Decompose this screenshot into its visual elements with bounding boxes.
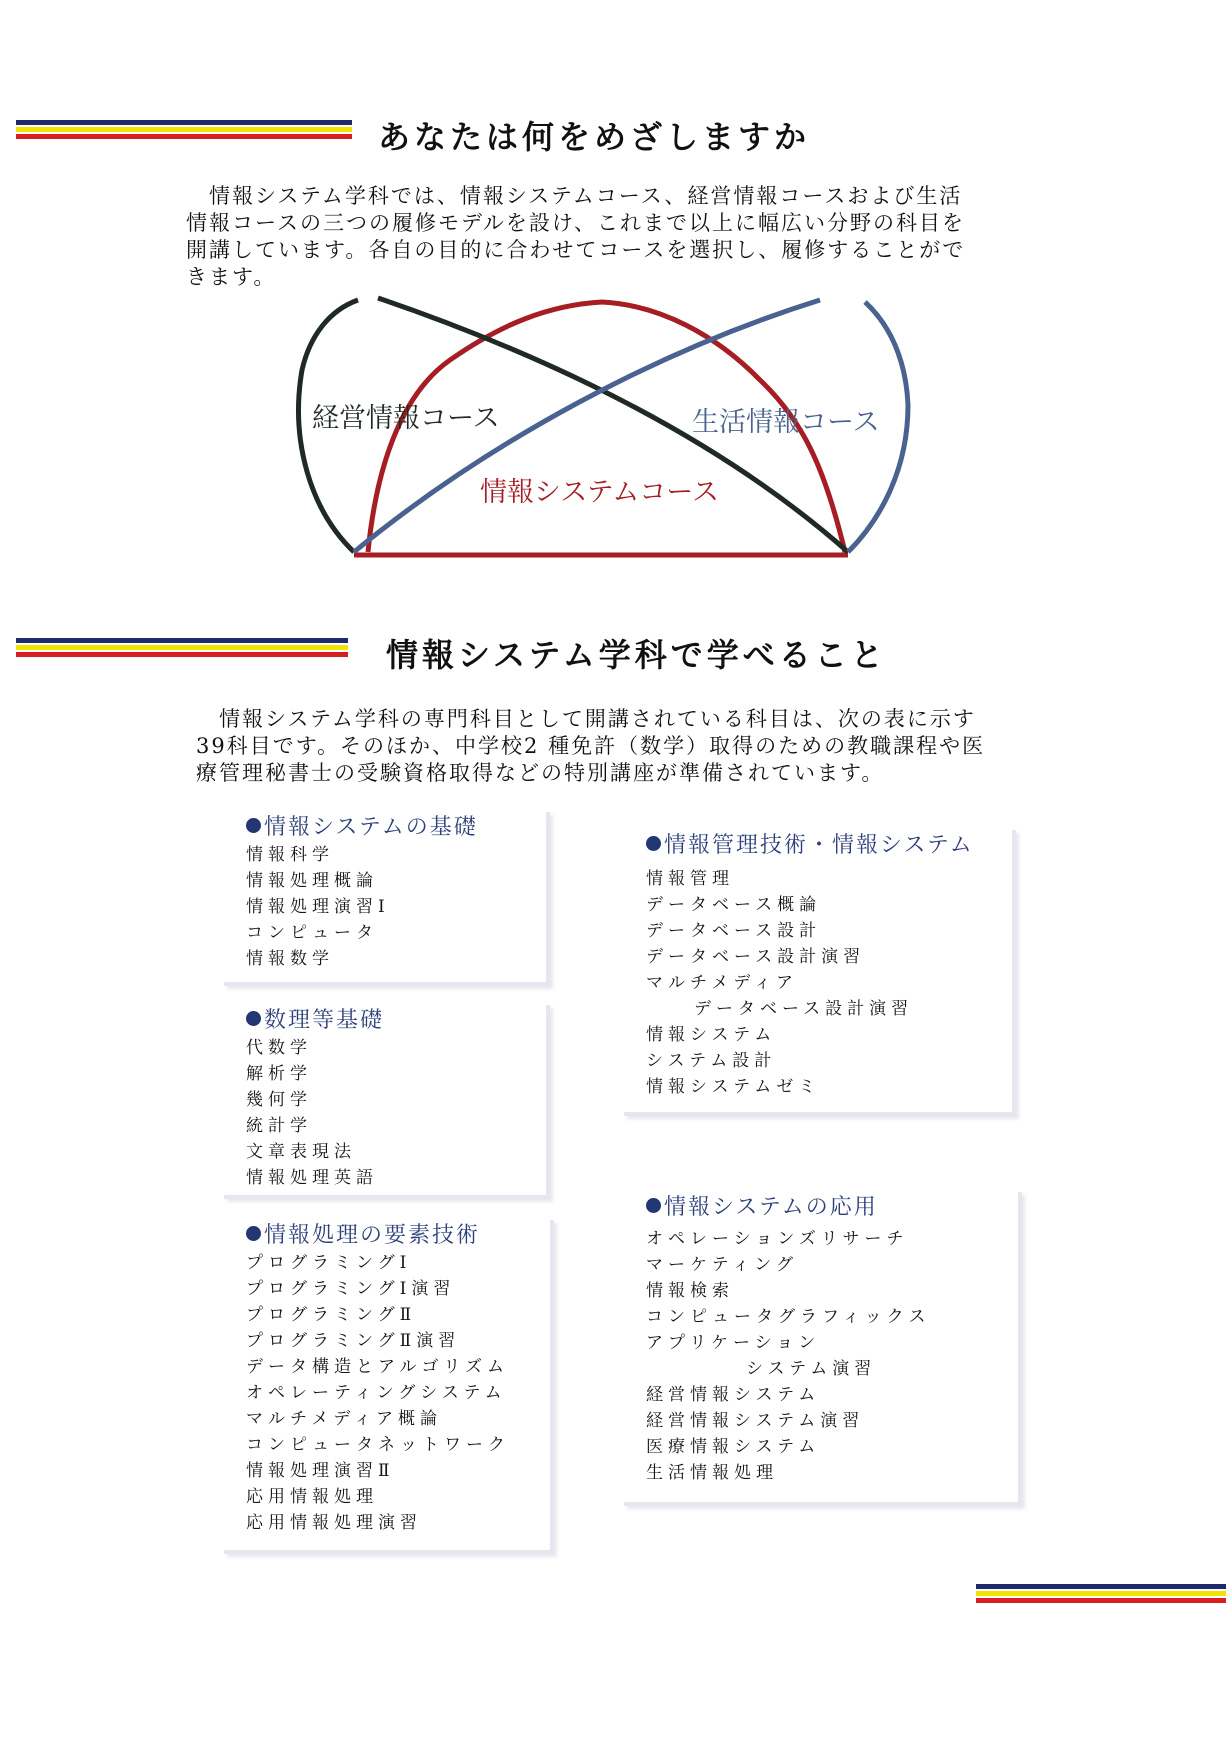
subject-item: 情報処理概論: [246, 871, 378, 891]
subject-item: コンピュータ: [246, 923, 378, 943]
box-title-text: 情報システムの応用: [664, 1195, 878, 1220]
subject-item: データ構造とアルゴリズム: [246, 1357, 509, 1377]
subject-list: [246, 1035, 378, 1191]
subject-item: 文章表現法: [246, 1142, 356, 1162]
paragraph-line: 開講しています。各自の目的に合わせてコースを選択し、履修することがで: [186, 238, 966, 262]
box-title: [646, 828, 974, 859]
paragraph-line: 39科目です。そのほか、中学校2 種免許（数学）取得のための教職課程や医: [196, 734, 986, 758]
subject-item: プログラミングⅡ: [246, 1305, 417, 1325]
box-title-text: 情報システムの基礎: [264, 815, 478, 840]
subject-item: アプリケーション: [646, 1333, 821, 1353]
subject-item: プログラミングⅠ: [246, 1253, 412, 1273]
bullet-dot-icon: [246, 818, 261, 833]
subject-item: 統計学: [246, 1116, 312, 1136]
subject-item: 経営情報システム: [646, 1385, 821, 1405]
subject-box-elements: [224, 1220, 554, 1554]
subject-item: 解析学: [246, 1064, 312, 1084]
subject-item: コンピュータネットワーク: [246, 1435, 510, 1455]
subject-item: 生活情報処理: [646, 1463, 778, 1483]
subject-item: コンピュータグラフィックス: [646, 1307, 931, 1327]
system-course-label: 情報システムコース: [480, 477, 719, 508]
subject-box-applications: [624, 1192, 1022, 1506]
subject-item: オペレーティングシステム: [246, 1383, 507, 1403]
subject-item: 応用情報処理: [246, 1487, 378, 1507]
subject-item: データベース設計演習: [646, 947, 866, 967]
subject-item: 情報数学: [246, 949, 334, 969]
subject-list: [246, 1250, 510, 1536]
subject-item: 代数学: [246, 1038, 312, 1058]
section2-paragraph: [196, 706, 1046, 787]
subject-item: プログラミングⅠ演習: [246, 1279, 456, 1299]
course-venn-diagram: [280, 290, 920, 580]
subject-item: 医療情報システム: [646, 1437, 821, 1457]
subject-item: マルチメディア: [646, 973, 798, 993]
subject-item: マルチメディア概論: [246, 1409, 442, 1429]
subject-list: [646, 1226, 930, 1486]
subject-item: システム演習: [746, 1359, 877, 1379]
subject-item: データベース設計演習: [694, 999, 914, 1019]
subject-item: 情報検索: [646, 1281, 734, 1301]
bullet-dot-icon: [246, 1011, 261, 1026]
subject-item: システム設計: [646, 1051, 777, 1071]
bullet-dot-icon: [246, 1226, 261, 1241]
box-title: [646, 1190, 878, 1221]
subject-item: オペレーションズリサーチ: [646, 1229, 909, 1249]
subject-list: [646, 866, 913, 1100]
section1-heading: あなたは何をめざしますか: [378, 118, 811, 156]
subject-item: 情報処理英語: [246, 1168, 378, 1188]
paragraph-line: 情報コースの三つの履修モデルを設け、これまで以上に幅広い分野の科目を: [186, 211, 966, 235]
subject-item: 情報システムゼミ: [646, 1077, 821, 1097]
subject-item: データベース概論: [646, 895, 822, 915]
box-title: [246, 1003, 384, 1034]
subject-item: 幾何学: [246, 1090, 312, 1110]
bullet-dot-icon: [646, 836, 661, 851]
life-course-label: 生活情報コース: [692, 407, 880, 438]
box-title-text: 情報管理技術・情報システム: [664, 833, 974, 858]
footer-stripe: [976, 1584, 1226, 1604]
subject-item: データベース設計: [646, 921, 822, 941]
subject-item: 情報管理: [646, 869, 734, 889]
subject-item: 情報科学: [246, 845, 334, 865]
subject-item: マーケティング: [646, 1255, 798, 1275]
subject-item: プログラミングⅡ演習: [246, 1331, 461, 1351]
subject-box-info-management: [624, 830, 1016, 1116]
paragraph-line: 療管理秘書士の受験資格取得などの特別講座が準備されています。: [196, 761, 885, 785]
management-course-label: 経営情報コース: [312, 403, 500, 434]
box-title: [246, 810, 478, 841]
subject-item: 応用情報処理演習: [246, 1513, 422, 1533]
header-stripe-1: [16, 120, 352, 140]
header-stripe-2: [16, 638, 348, 658]
box-title: [246, 1218, 480, 1249]
subject-item: 情報処理演習Ⅱ: [246, 1461, 395, 1481]
subject-list: [246, 842, 390, 972]
section2-heading: 情報システム学科で学べること: [386, 636, 887, 674]
box-title-text: 情報処理の要素技術: [264, 1223, 481, 1248]
box-title-text: 数理等基礎: [264, 1008, 385, 1033]
subject-item: 情報処理演習Ⅰ: [246, 897, 390, 917]
subject-item: 経営情報システム演習: [646, 1411, 865, 1431]
section1-paragraph: [186, 183, 1036, 291]
paragraph-line: 情報システム学科では、情報システムコース、経営情報コースおよび生活: [186, 184, 963, 208]
paragraph-line: きます。: [186, 265, 277, 289]
subject-item: 情報システム: [646, 1025, 777, 1045]
subject-box-math: [224, 1005, 550, 1199]
paragraph-line: 情報システム学科の専門科目として開講されている科目は、次の表に示す: [196, 707, 976, 731]
bullet-dot-icon: [646, 1198, 661, 1213]
subject-box-basics: [224, 812, 550, 986]
